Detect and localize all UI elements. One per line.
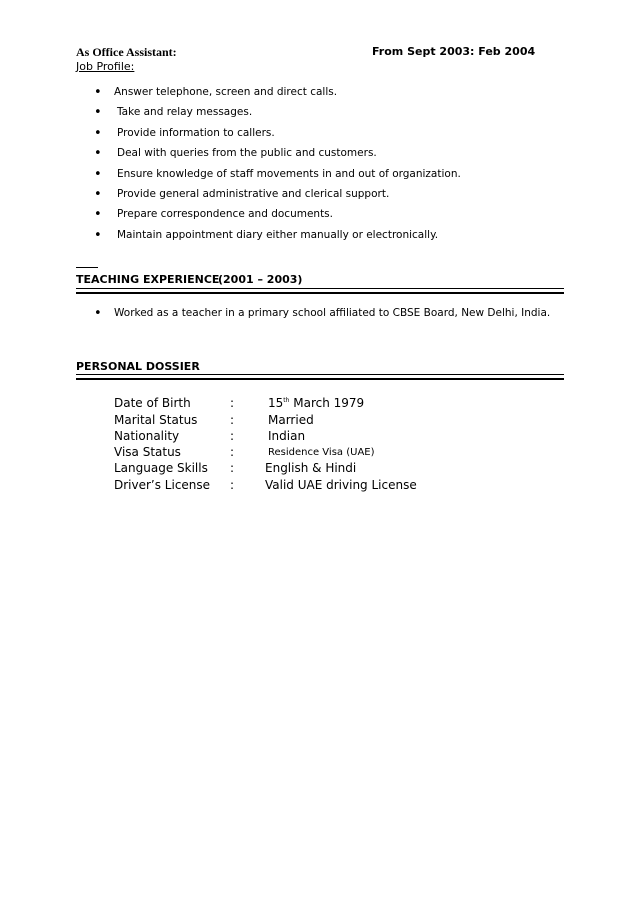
- dossier-value: Residence Visa (UAE): [268, 447, 375, 458]
- section-divider: [76, 288, 564, 294]
- dossier-separator: :: [230, 445, 235, 459]
- dossier-label: Marital Status: [114, 413, 198, 427]
- role-prefix: As: [76, 45, 90, 59]
- dossier-separator: :: [230, 461, 235, 475]
- dossier-separator: :: [230, 478, 235, 492]
- dossier-value: Valid UAE driving License: [265, 478, 417, 492]
- dossier-label: Driver’s License: [114, 478, 211, 492]
- resume-page: As Office Assistant: From Sept 2003: Feb 2004 Job Profile: • Answer telephone, screen and direct calls. • Take and relay messages. • Provide information to callers. • Deal with queries from the public and customers. • Ensure knowledge of staff movements in and out of organization. • Provide general administrative and clerical support. • Prepare correspondence and documents. • Maintain appointment diary either manually or electronically. TEACHING EXPERIENCE (2001 – 2003) • Worked as a teacher in a primary school affiliated to CBSE Board, New Delhi, India. PERSONAL DOSSIER Date of Birth : 15th March 1979 Marital Status : Married Nationality : Indian Visa Status : Residence Visa (UAE) Language Skills : English & Hindi Driver’s License : Valid UAE driving License: [0, 0, 638, 903]
- bullet-icon: •: [94, 207, 102, 222]
- bullet-icon: •: [94, 126, 102, 141]
- role-title-text: Office Assistant:: [89, 45, 177, 59]
- bullet-icon: •: [94, 187, 102, 202]
- role-title: [76, 45, 177, 60]
- dossier-value: Married: [268, 413, 314, 427]
- bullet-icon: •: [94, 306, 102, 321]
- dossier-separator: :: [230, 396, 235, 410]
- dossier-label: Nationality: [114, 429, 180, 443]
- teaching-section-period: (2001 – 2003): [218, 273, 303, 286]
- teaching-section-title: TEACHING EXPERIENCE: [76, 273, 220, 286]
- dossier-label: Language Skills: [114, 461, 208, 475]
- bullet-icon: •: [94, 228, 102, 243]
- dossier-value: Indian: [268, 429, 306, 443]
- dossier-separator: :: [230, 413, 235, 427]
- dossier-value: 15th March 1979: [268, 396, 365, 410]
- role-header: [76, 45, 566, 61]
- dossier-separator: :: [230, 429, 235, 443]
- dossier-value: English & Hindi: [265, 461, 357, 475]
- dossier-label: Date of Birth: [114, 396, 191, 410]
- bullet-icon: •: [94, 146, 102, 161]
- divider: [76, 267, 98, 268]
- section-divider: [76, 374, 564, 380]
- bullet-icon: •: [94, 167, 102, 182]
- role-period: From Sept 2003: Feb 2004: [372, 45, 536, 58]
- bullet-icon: •: [94, 105, 102, 120]
- bullet-icon: •: [94, 85, 102, 100]
- dossier-label: Visa Status: [114, 445, 181, 459]
- job-profile-label: Job Profile:: [76, 60, 135, 73]
- dossier-section-title: PERSONAL DOSSIER: [76, 360, 200, 373]
